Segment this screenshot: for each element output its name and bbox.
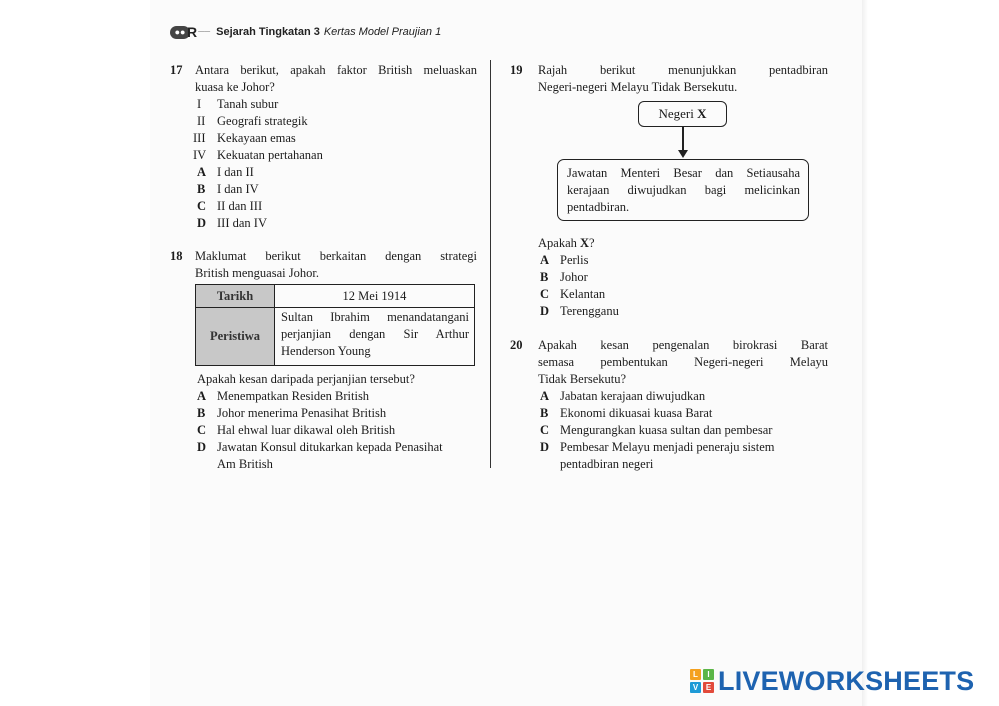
- table-label-date: Tarikh: [196, 285, 275, 308]
- page-edge: [862, 0, 868, 706]
- diagram-box-description: [557, 159, 809, 221]
- question-stem-line: British menguasai Johor.: [195, 266, 319, 280]
- paper-title: Kertas Model Praujian 1: [323, 26, 442, 38]
- diagram-line: kerajaan diwujudkan bagi melicinkan: [567, 183, 800, 197]
- diagram-line: Jawatan Menteri Besar dan Setiausaha: [567, 166, 800, 180]
- info-table: [195, 284, 475, 366]
- liveworksheets-logo[interactable]: [690, 665, 974, 697]
- brand-tile: V: [690, 682, 701, 693]
- liveworksheets-icon: [690, 669, 714, 693]
- question-prompt: Apakah kesan daripada perjanjian tersebut?: [197, 372, 415, 386]
- question-number: 19: [510, 63, 523, 77]
- question-stem-line: Maklumat berikut berkaitan dengan strategi: [195, 249, 477, 263]
- question-stem-line: Tidak Bersekutu?: [538, 372, 627, 386]
- table-event-line: perjanjian dengan Sir Arthur: [281, 327, 469, 341]
- roman-item: III Kekayaan emas: [193, 131, 296, 145]
- table-event-line: Henderson Young: [281, 344, 371, 358]
- table-value-event: [275, 308, 474, 365]
- answer-option-b[interactable]: B Ekonomi dikuasai kuasa Barat: [540, 406, 713, 420]
- answer-option-c[interactable]: C Mengurangkan kuasa sultan dan pembesar: [540, 423, 773, 437]
- answer-option-b[interactable]: B I dan IV: [197, 182, 259, 196]
- answer-option-b[interactable]: B Johor: [540, 270, 588, 284]
- question-prompt: Apakah X?: [538, 236, 595, 250]
- question-stem-line: Negeri-negeri Melayu Tidak Bersekutu.: [538, 80, 738, 94]
- answer-option-a[interactable]: A Perlis: [540, 253, 589, 267]
- question-stem-line: Rajah berikut menunjukkan pentadbiran: [538, 63, 828, 77]
- question-stem-line: Antara berikut, apakah faktor British meluaskan: [195, 63, 477, 77]
- question-number: 18: [170, 249, 183, 263]
- answer-option-c[interactable]: C Hal ehwal luar dikawal oleh British: [197, 423, 396, 437]
- answer-option-d[interactable]: D Jawatan Konsul ditukarkan kepada Penasihat: [197, 440, 443, 454]
- brand-name: LIVEWORKSHEETS: [718, 665, 975, 696]
- answer-option-d[interactable]: D III dan IV: [197, 216, 267, 230]
- table-value-date: 12 Mei 1914: [275, 285, 474, 308]
- table-label-event: Peristiwa: [196, 308, 275, 365]
- brand-tile: L: [690, 669, 701, 680]
- question-stem-line: kuasa ke Johor?: [195, 80, 275, 94]
- answer-option-d-continued: pentadbiran negeri: [560, 457, 654, 471]
- roman-item: IV Kekuatan pertahanan: [193, 148, 323, 162]
- question-stem-line: semasa pembentukan Negeri-negeri Melayu: [538, 355, 828, 369]
- diagram-box-state-label: Negeri: [658, 106, 694, 121]
- answer-option-c[interactable]: C II dan III: [197, 199, 263, 213]
- answer-option-b[interactable]: B Johor menerima Penasihat British: [197, 406, 387, 420]
- publisher-logo: [170, 24, 210, 40]
- question-stem-line: Apakah kesan pengenalan birokrasi Barat: [538, 338, 828, 352]
- logo-tail-icon: ——: [198, 29, 211, 35]
- logo-badge-icon: ●●: [170, 26, 190, 39]
- answer-option-a[interactable]: A Menempatkan Residen British: [197, 389, 370, 403]
- table-event-line: Sultan Ibrahim menandatangani: [281, 310, 469, 324]
- arrow-down-icon: [678, 150, 688, 158]
- roman-item: II Geografi strategik: [197, 114, 308, 128]
- column-divider: [490, 60, 491, 468]
- answer-option-d[interactable]: D Terengganu: [540, 304, 619, 318]
- logo-letter: R: [187, 24, 198, 40]
- question-number: 20: [510, 338, 523, 352]
- question-number: 17: [170, 63, 183, 77]
- diagram-line: pentadbiran.: [567, 200, 630, 214]
- subject-title: Sejarah Tingkatan: [216, 26, 311, 38]
- answer-option-d[interactable]: D Pembesar Melayu menjadi peneraju sistem: [540, 440, 775, 454]
- form-level: 3: [313, 26, 320, 38]
- diagram-arrow-line: [682, 127, 684, 152]
- diagram-variable: X: [697, 106, 707, 121]
- diagram-box-state: [638, 101, 727, 127]
- brand-tile: I: [703, 669, 714, 680]
- brand-tile: E: [703, 682, 714, 693]
- answer-option-a[interactable]: A I dan II: [197, 165, 254, 179]
- answer-option-d-continued: Am British: [217, 457, 273, 471]
- roman-item: I Tanah subur: [197, 97, 279, 111]
- answer-option-a[interactable]: A Jabatan kerajaan diwujudkan: [540, 389, 706, 403]
- answer-option-c[interactable]: C Kelantan: [540, 287, 606, 301]
- page-header: [170, 22, 441, 42]
